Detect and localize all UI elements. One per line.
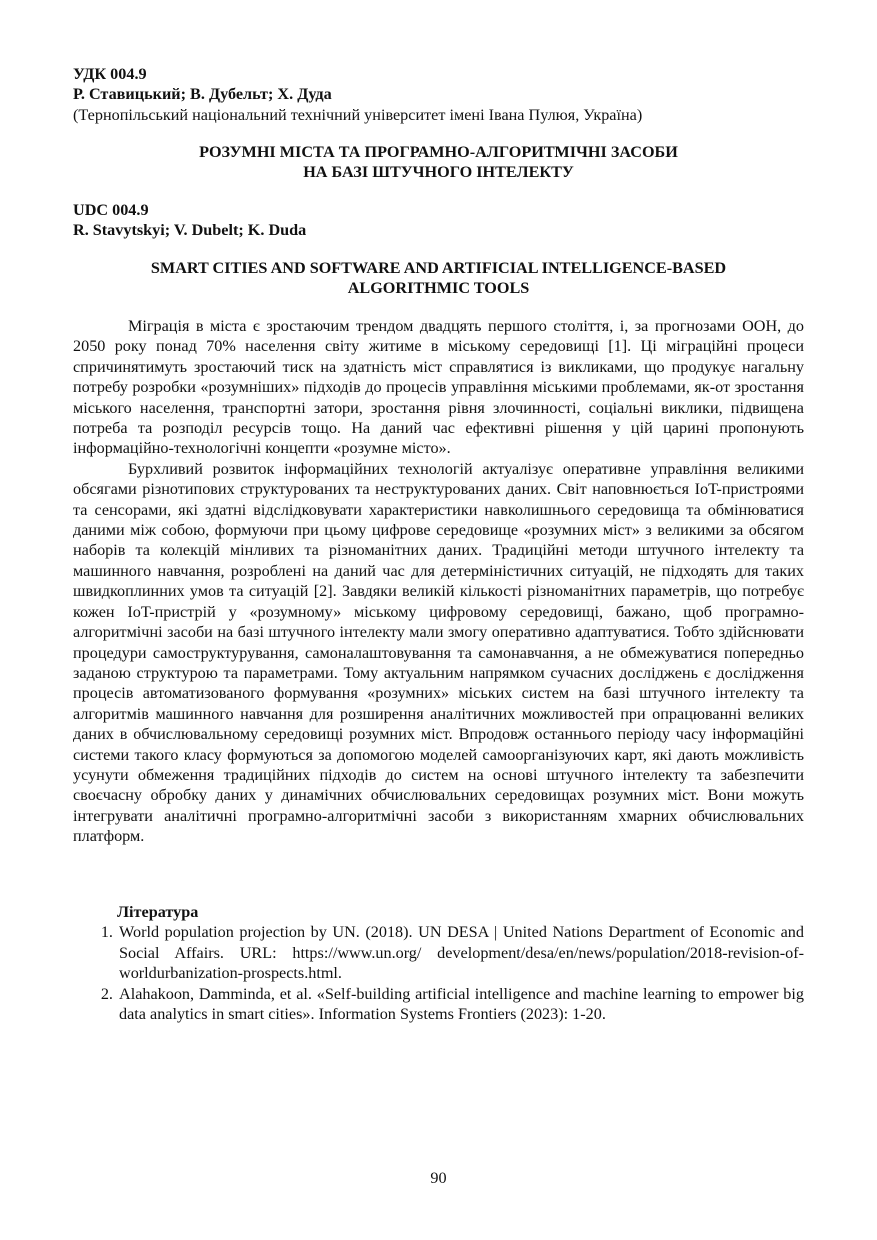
references-heading: Література [117, 903, 199, 921]
references-list [73, 922, 804, 1024]
title-en [73, 258, 804, 299]
header-en [73, 200, 804, 241]
authors-ua: Р. Ставицький; В. Дубельт; Х. Дуда [73, 85, 332, 104]
udc-code: UDC 004.9 [73, 201, 149, 219]
authors-en: R. Stavytskyi; V. Dubelt; K. Duda [73, 221, 307, 240]
body-paragraph-2: Бурхливий розвиток інформаційних технологій актуалізує оперативне управління великими обсягами різнотипових структурованих та неструктурованих даних. Світ наповнюється IoT-пристроями та сенсорами, які здатні відслідковувати характеристики навколишнього середовища та обмінюватися даними між собою, формуючи при цьому цифрове середовище «розумних міст» з великими за обсягом наборів та колекцій мінливих та різноманітних даних. Традиційні методи штучного інтелекту та машинного навчання, розроблені на даний час для детерміністичних ситуацій, не підходять для таких швидкоплинних умов та ситуацій [2]. Завдяки великій кількості різноманітних параметрів, що потребує кожен IoT-пристрій у «розумному» міському цифровому середовищі, бажано, щоб програмно-алгоритмічні засоби на базі штучного інтелекту мали змогу оперативно адаптуватися. Тобто здійснювати процедури самоструктурування, самоналаштовування та самонавчання, а не обмежуватися попередньо заданою структурою та параметрами. Тому актуальним напрямком сучасних досліджень є дослідження процесів автоматизованого формування «розумних» міських систем на базі штучного інтелекту та алгоритмів машинного навчання для розширення аналітичних можливостей при опрацюванні великих даних в обчислювальному середовищі розумних міст. Впродовж останнього періоду часу інформаційні системи такого класу формуються за допомогою моделей самоорганізуючих карт, які дають можливість усунути обмеження традиційних підходів до систем на основі штучного інтелекту та забезпечити своєчасну обробку даних у динамічних обчислювальних середовищах розумних міст. Вони можуть інтегрувати аналітичні програмно-алгоритмічні засоби з використанням хмарних обчислювальних платформ. [73, 459, 804, 846]
header-ua [73, 64, 804, 125]
body-text [73, 316, 804, 847]
body-paragraph-1: Міграція в міста є зростаючим трендом двадцять першого століття, і, за прогнозами ООН, до 2050 року понад 70% населення світу житиме в міському середовищі [1]. Ці міграційні процеси спричинятимуть зростаючий тиск на здатність міст справлятися із викликами, що продукує нагальну потребу розробки «розумніших» підходів до процесів управління міськими проблемами, як-от зростання міського населення, транспортні затори, зростання рівня злочинності, соціальні виклики, підвищена потреба та розподіл ресурсів тощо. На даний час ефективні рішення у цій царині пропонують інформаційно-технологічні концепти «розумне місто». [73, 317, 804, 458]
title-ua-line2: НА БАЗІ ШТУЧНОГО ІНТЕЛЕКТУ [303, 163, 574, 182]
title-ua-line1: РОЗУМНІ МІСТА ТА ПРОГРАМНО-АЛГОРИТМІЧНІ ЗАСОБИ [199, 143, 678, 161]
affiliation-ua: (Тернопільський національний технічний університет імені Івана Пулюя, Україна) [73, 105, 643, 124]
references-section [73, 902, 804, 1024]
title-en-line1: SMART CITIES AND SOFTWARE AND ARTIFICIAL INTELLIGENCE-BASED [150, 259, 727, 277]
reference-item: 1. World population projection by UN. (2018). UN DESA | United Nations Department of Economic and Social Affairs. URL: https://www.un.org/ development/desa/en/news/population/2018-revision-of-worldurbanization-prospects.html. [117, 922, 804, 983]
title-ua [73, 142, 804, 183]
title-en-line2: ALGORITHMIC TOOLS [347, 279, 530, 298]
page-number: 90 [430, 1169, 447, 1187]
udk-code: УДК 004.9 [73, 65, 147, 83]
reference-item: 2. Alahakoon, Damminda, et al. «Self-building artificial intelligence and machine learning to empower big data analytics in smart cities». Information Systems Frontiers (2023): 1-20. [117, 984, 804, 1025]
